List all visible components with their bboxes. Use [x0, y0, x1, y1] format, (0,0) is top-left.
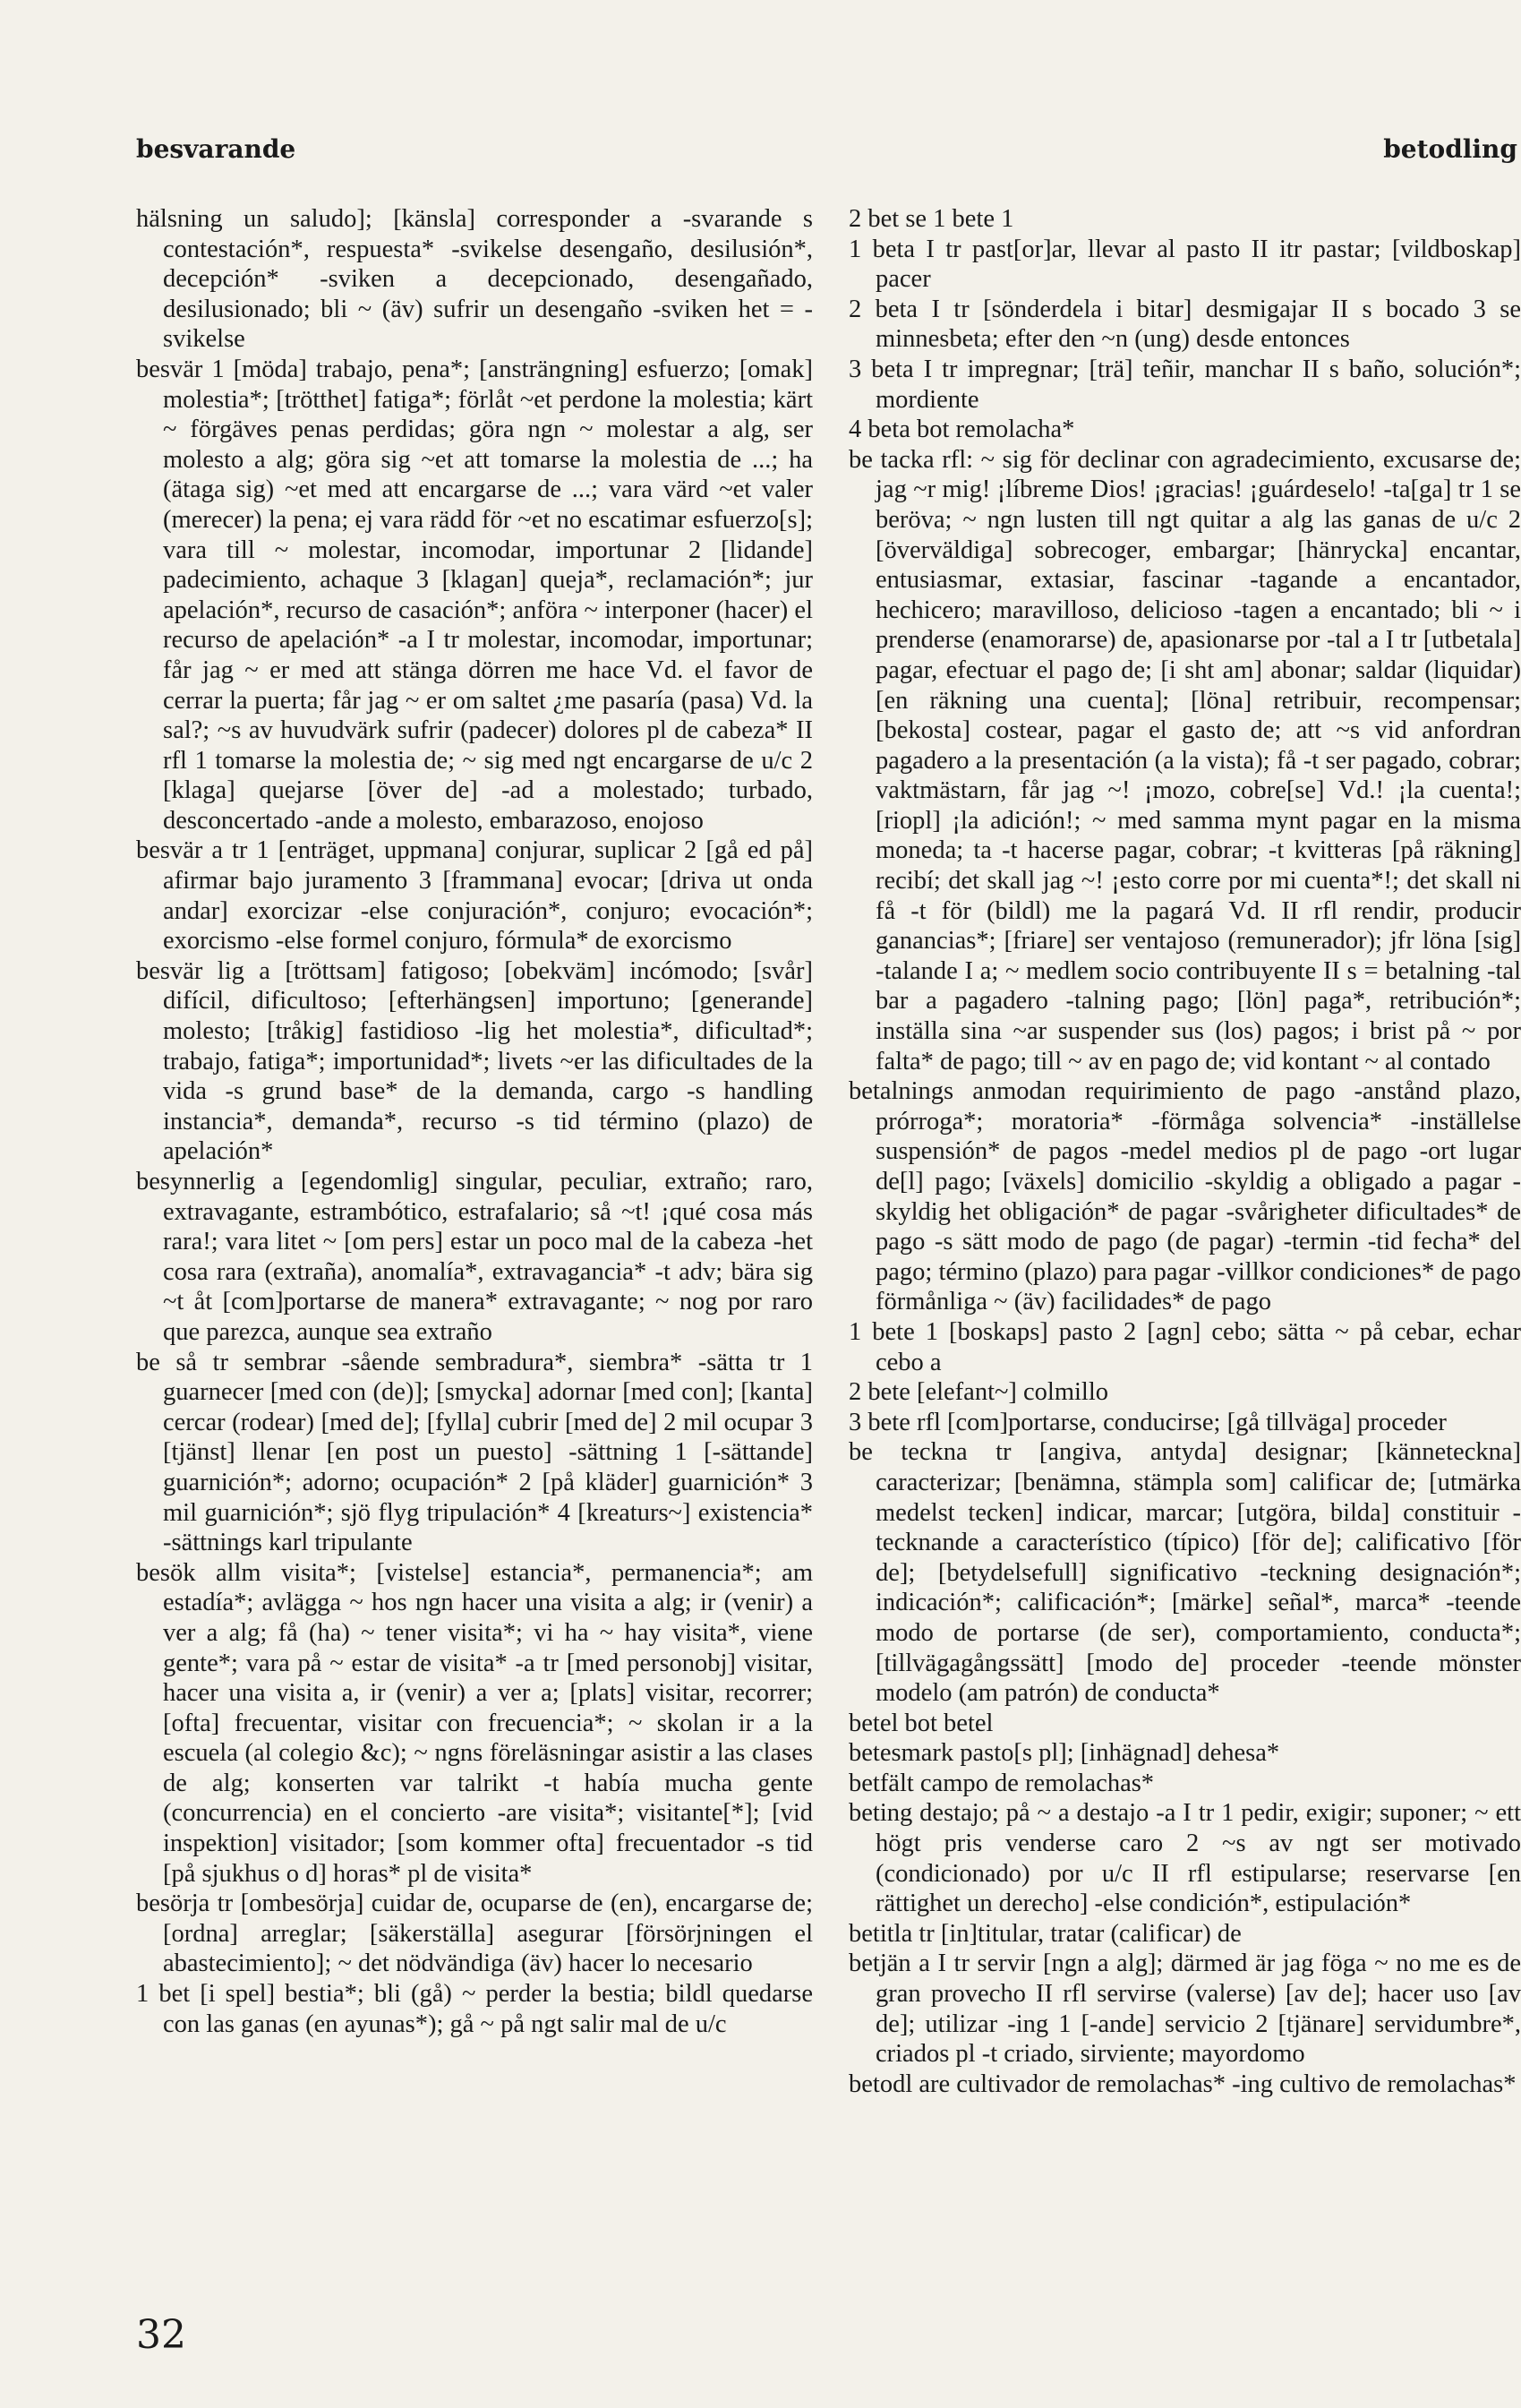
dictionary-entry: 3 bete rfl [com]portarse, conducirse; [gå tillväga] proceder: [849, 1408, 1447, 1436]
dictionary-entry: besvär 1 [möda] trabajo, pena*; [ansträngning] esfuerzo; [omak] molestia*; [trötthet] fatiga*; förlåt ~et perdone la molestia; kärt ~ förgäves penas perdidas; göra ngn ~ molestar a alg, ser molesto a alg; göra sig ~et att tomarse la molestia de ...; ha (ätaga sig) ~et med att encargarse de ...; vara värd ~et valer (merecer) la pena; ej vara rädd för ~et no escatimar esfuerzo[s]; vara till ~ molestar, incomodar, importunar 2 [lidande] padecimiento, achaque 3 [klagan] queja*, reclamación*; jur apelación*, recurso de casación*; anföra ~ interponer (hacer) el recurso de apelación* -a I tr molestar, incomodar, importunar; får jag ~ er med att stänga dörren me hace Vd. el favor de cerrar la puerta; får jag ~ er om saltet ¿me pasaría (pasa) Vd. la sal?; ~s av huvudvärk sufrir (padecer) dolores pl de cabeza* II rfl 1 tomarse la molestia de; ~ sig med ngt encargarse de u/c 2 [klaga] quejarse [över de] -ad a molestado; turbado, desconcertado -ande a molesto, embarazoso, enojoso: [136, 355, 813, 835]
dictionary-column-right: [849, 204, 1521, 2099]
guide-word-right: betodling: [1383, 134, 1517, 164]
dictionary-entry: 1 beta I tr past[or]ar, llevar al pasto II itr pastar; [vildboskap] pacer: [849, 235, 1521, 294]
dictionary-entry: betjän a I tr servir [ngn a alg]; därmed är jag föga ~ no me es de gran provecho II rfl servirse (valerse) [av de]; hacer uso [av de]; utilizar -ing 1 [-ande] servicio 2 [tjänare] servidumbre*, criados pl -t criado, sirviente; mayordomo: [849, 1950, 1521, 2069]
dictionary-entry: hälsning un saludo]; [känsla] corresponder a -svarande s contestación*, respuesta* -svikelse desengaño, desilusión*, decepción* -sviken a decepcionado, desengañado, desilusionado; bli ~ (äv) sufrir un desengaño -sviken het = -svikelse: [136, 205, 813, 354]
dictionary-entry: 2 beta I tr [sönderdela i bitar] desmigajar II s bocado 3 se minnesbeta; efter den ~n (ung) desde entonces: [849, 295, 1521, 354]
dictionary-entry: besynnerlig a [egendomlig] singular, peculiar, extraño; raro, extravagante, estrambótico, estrafalario; så ~t! ¡qué cosa más rara!; vara litet ~ [om pers] estar un poco mal de la cabeza -het cosa rara (extraña), anomalía*, extravagancia* -t adv; bära sig ~t åt [com]portarse de manera* extravagante; ~ nog por raro que parezca, aunque sea extraño: [136, 1168, 813, 1346]
dictionary-entry: betesmark pasto[s pl]; [inhägnad] dehesa*: [849, 1739, 1280, 1768]
dictionary-entry: betodl are cultivador de remolachas* -ing cultivo de remolachas*: [849, 2070, 1517, 2098]
dictionary-entry: besök allm visita*; [vistelse] estancia*, permanencia*; am estadía*; avlägga ~ hos ngn hacer una visita a alg; ir (venir) a ver a alg; få (ha) ~ tener visita*; vi ha ~ hay visita*, viene gente*; vara på ~ estar de visita* -a tr [med personobj] visitar, hacer una visita a, ir (venir) a ver a; [plats] visitar, recorrer; [ofta] frecuentar, visitar con frecuencia*; ~ skolan ir a la escuela (al colegio &c); ~ ngns föreläsningar asistir a las clases de alg; konserten var talrikt -t había mucha gente (concurrencia) en el concierto -are visita*; visitante[*]; [vid inspektion] visitador; [som kommer ofta] frecuentador -s tid [på sjukhus o d] horas* pl de visita*: [136, 1558, 813, 1888]
guide-word-left: besvarande: [136, 134, 296, 164]
dictionary-entry: betfält campo de remolachas*: [849, 1769, 1155, 1797]
dictionary-entry: 3 beta I tr impregnar; [trä] teñir, manchar II s baño, solución*; mordiente: [849, 355, 1521, 414]
page-number: 32: [136, 2312, 186, 2358]
dictionary-entry: be tacka rfl: ~ sig för declinar con agradecimiento, excusarse de; jag ~r mig! ¡líbreme Dios! ¡gracias! ¡guárdeselo! -ta[ga] tr 1 se beröva; ~ ngn lusten till ngt quitar a alg las ganas de u/c 2 [överväldiga] sobrecoger, embargar; [hänrycka] encantar, entusiasmar, extasiar, fascinar -tagande a encantador, hechicero; maravilloso, delicioso -tagen a encantado; bli ~ i prenderse (enamorarse) de, apasionarse por -tal a I tr [utbetala] pagar, efectuar el pago de; [i sht am] abonar; saldar (liquidar) [en räkning una cuenta]; [löna] retribuir, recompensar; [bekosta] costear, pagar el gasto de; att ~s vid anfordran pagadero a la presentación (a la vista); få -t ser pagado, cobrar; vaktmästarn, får jag ~! ¡mozo, cobre[se] Vd.! ¡la cuenta!; [riopl] ¡la adición!; ~ med samma mynt pagar en la misma moneda; ta -t hacerse pagar, cobrar; -t kvitteras [på räkning] recibí; det skall jag ~! ¡esto corre por mi cuenta*!; det skall ni få -t för (bildl) me la pagará Vd. II rfl rendir, producir ganancias*; [friare] ser ventajoso (remunerador); jfr löna [sig] -talande I a; ~ medlem socio contribuyente II s = betalning -tal bar a pagadero -talning pago; [lön] paga*, retribución*; inställa sina ~ar suspender sus (los) pagos; i brist på ~ por falta* de pago; till ~ av en pago de; vid kontant ~ al contado: [849, 445, 1521, 1075]
dictionary-entry: 2 bete [elefant~] colmillo: [849, 1378, 1109, 1407]
dictionary-entry: beting destajo; på ~ a destajo -a I tr 1 pedir, exigir; suponer; ~ ett högt pris venderse caro 2 ~s av ngt ser motivado (condicionado) por u/c II rfl estipularse; reservarse [en rättighet un derecho] -else condición*, estipulación*: [849, 1799, 1521, 1918]
dictionary-entry: be teckna tr [angiva, antyda] designar; [känneteckna] caracterizar; [benämna, stämpla som] calificar de; [utmärka medelst tecken] indicar, marcar; [utgöra, bilda] constituir -tecknande a característico (típico) [för de]; calificativo [för de]; [betydelsefull] significativo -teckning designación*; indicación*; calificación*; [märke] señal*, marca* -teende modo de portarse (de ser), comportamiento, conducta*; [tillvägagångssätt] [modo de] proceder -teende mönster modelo (am patrón) de conducta*: [849, 1438, 1521, 1708]
dictionary-entry: 1 bete 1 [boskaps] pasto 2 [agn] cebo; sätta ~ på cebar, echar cebo a: [849, 1317, 1521, 1376]
dictionary-entry: 2 bet se 1 bete 1: [849, 205, 1014, 233]
dictionary-entry: be så tr sembrar -sående sembradura*, siembra* -sätta tr 1 guarnecer [med con (de)]; [smycka] adornar [med con]; [kanta] cercar (rodear) [med de]; [fylla] cubrir [med de] 2 mil ocupar 3 [tjänst] llenar [en post un puesto] -sättning 1 [-sättande] guarnición*; adorno; ocupación* 2 [på kläder] guarnición* 3 mil guarnición*; sjö flyg tripulación* 4 [kreaturs~] existencia* -sättnings karl tripulante: [136, 1348, 813, 1557]
dictionary-entry: 4 beta bot remolacha*: [849, 416, 1075, 444]
dictionary-entry: 1 bet [i spel] bestia*; bli (gå) ~ perder la bestia; bildl quedarse con las ganas (en ayunas*); gå ~ på ngt salir mal de u/c: [136, 1980, 813, 2038]
dictionary-entry: betitla tr [in]titular, tratar (calificar) de: [849, 1919, 1242, 1948]
dictionary-entry: betalnings anmodan requirimiento de pago -anstånd plazo, prórroga*; moratoria* -förmåga solvencia* -inställelse suspensión* de pagos -medel medios pl de pago -ort lugar de[l] pago; [växels] domicilio -skyldig a obligado a pagar -skyldig het obligación* de pagar -svårigheter dificultades* de pago -s sätt modo de pago (de pagar) -termin -tid fecha* del pago; término (plazo) para pagar -villkor condiciones* de pago förmånliga ~ (äv) facilidades* de pago: [849, 1077, 1521, 1316]
dictionary-entry: besörja tr [ombesörja] cuidar de, ocuparse de (en), encargarse de; [ordna] arreglar; [säkerställa] asegurar [försörjningen el abastecimiento]; ~ det nödvändiga (äv) hacer lo necesario: [136, 1890, 813, 1978]
dictionary-column-left: [136, 204, 813, 2039]
dictionary-entry: besvär a tr 1 [enträget, uppmana] conjurar, suplicar 2 [gå ed på] afirmar bajo juramento 3 [frammana] evocar; [driva ut onda andar] exorcizar -else conjuración*, conjuro; evocación*; exorcismo -else formel conjuro, fórmula* de exorcismo: [136, 836, 813, 955]
dictionary-entry: betel bot betel: [849, 1709, 994, 1737]
dictionary-entry: besvär lig a [tröttsam] fatigoso; [obekväm] incómodo; [svår] difícil, dificultoso; [efterhängsen] importuno; [generande] molesto; [tråkig] fastidioso -lig het molestia*, dificultad*; trabajo, fatiga*; importunidad*; livets ~er las dificultades de la vida -s grund base* de la demanda, cargo -s handling instancia*, demanda*, recurso -s tid término (plazo) de apelación*: [136, 956, 813, 1166]
